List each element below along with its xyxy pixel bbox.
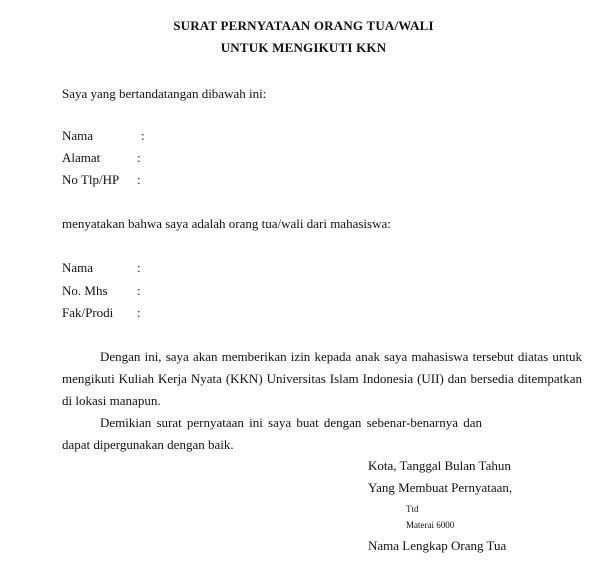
intro-text: Saya yang bertandatangan dibawah ini:: [62, 86, 267, 101]
paragraph-closing: Demikian surat pernyataan ini saya buat dengan sebenar-benarnya dan dapat dipergunakan dengan baik.: [62, 415, 482, 452]
parent-name-label: Nama: [62, 128, 94, 143]
signature-maker: Yang Membuat Pernyataan,: [368, 480, 513, 495]
parent-address-colon: :: [137, 150, 141, 165]
student-name-label: Nama: [62, 260, 94, 275]
signature-materai: Materai 6000: [406, 520, 455, 530]
document-title-line2: UNTUK MENGIKUTI KKN: [220, 40, 387, 55]
parent-name-colon: :: [141, 128, 145, 143]
student-number-colon: :: [137, 283, 141, 298]
student-name-colon: :: [137, 260, 141, 275]
paragraph-permission: Dengan ini, saya akan memberikan izin kepada anak saya mahasiswa tersebut diatas untuk mengikuti Kuliah Kerja Nyata (KKN) Universitas Islam Indonesia (UII) dan bersedia ditempatkan di lokasi manapun.: [62, 349, 582, 408]
signature-ttd: Ttd: [406, 504, 419, 514]
student-faculty-label: Fak/Prodi: [62, 305, 114, 320]
parent-phone-label: No Tlp/HP: [62, 172, 120, 187]
parent-address-label: Alamat: [62, 150, 101, 165]
document-title-line1: SURAT PERNYATAAN ORANG TUA/WALI: [173, 18, 434, 33]
signature-name: Nama Lengkap Orang Tua: [368, 538, 507, 553]
signature-place-date: Kota, Tanggal Bulan Tahun: [368, 458, 511, 473]
parent-phone-colon: :: [137, 172, 141, 187]
student-faculty-colon: :: [137, 305, 141, 320]
statement-text: menyatakan bahwa saya adalah orang tua/wali dari mahasiswa:: [62, 216, 391, 231]
student-number-label: No. Mhs: [62, 283, 108, 298]
